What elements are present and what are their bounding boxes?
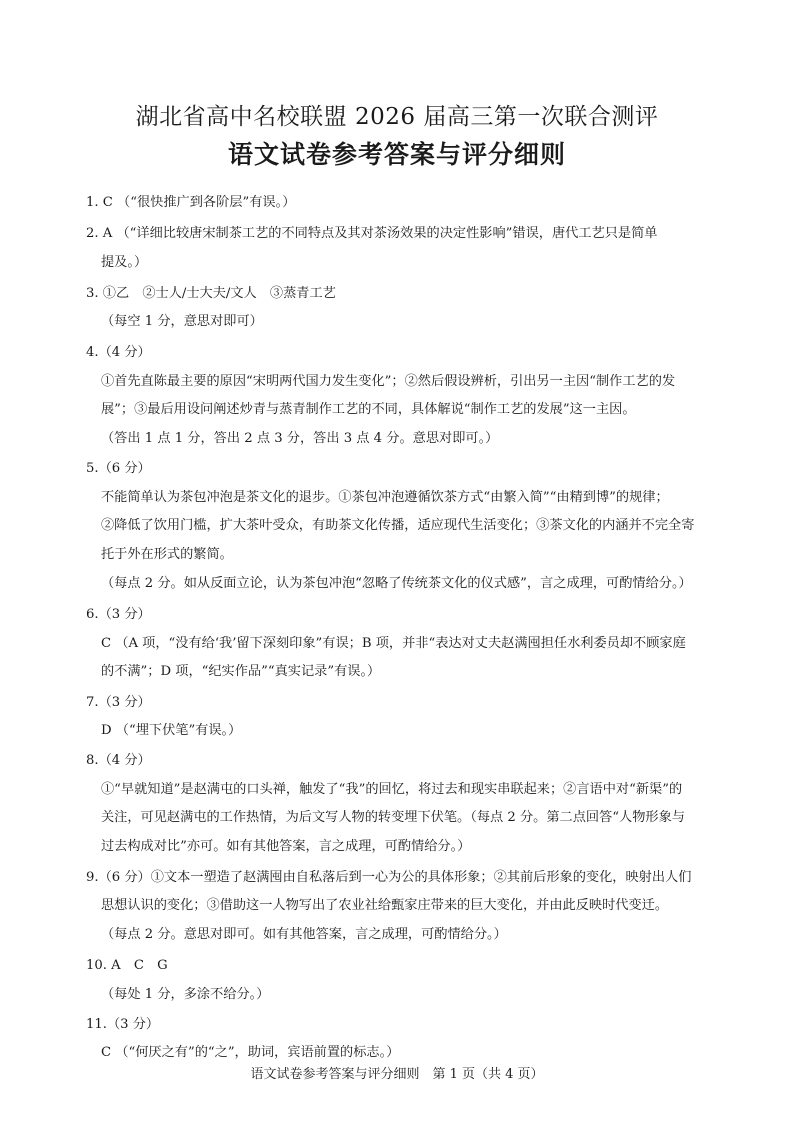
answer-2-line-2: 提及。） bbox=[101, 255, 148, 270]
answer-6-heading: 6.（3 分） bbox=[86, 607, 151, 622]
answer-5-scoring: （每点 2 分。如从反面立论，认为茶包冲泡“忽略了传统茶文化的仪式感”，言之成理，可酌情给分。） bbox=[101, 576, 692, 591]
answer-10-scoring: （每处 1 分，多涂不给分。） bbox=[101, 987, 270, 1002]
answer-11-line-1: C （“何厌之有”的“之”，助词，宾语前置的标志。） bbox=[101, 1045, 400, 1060]
answer-3-line-2: （每空 1 分，意思对即可） bbox=[101, 314, 263, 329]
answer-11-heading: 11.（3 分） bbox=[86, 1017, 160, 1032]
exam-title: 湖北省高中名校联盟 2026 届高三第一次联合测评 bbox=[135, 104, 659, 130]
answer-8-heading: 8.（4 分） bbox=[86, 753, 151, 768]
answer-8-line-3: 过去构成对比”亦可。如有其他答案，言之成理，可酌情给分。） bbox=[101, 839, 471, 854]
answer-4-heading: 4.（4 分） bbox=[86, 345, 151, 360]
answer-8-line-2: 关注，可见赵满屯的工作热情，为后文写人物的转变埋下伏笔。（每点 2 分。第二点回答“人物形象与 bbox=[101, 810, 685, 825]
answer-7-heading: 7.（3 分） bbox=[86, 695, 151, 710]
answer-4-line-2: 展”；③最后用设问阐述炒青与蒸青制作工艺的不同，具体解说“制作工艺的发展”这一主因。 bbox=[101, 402, 636, 417]
page-footer: 语文试卷参考答案与评分细则 第 1 页（共 4 页） bbox=[250, 1067, 544, 1082]
answer-6-line-1: C （A 项，“没有给‘我’留下深刻印象”有误；B 项，并非“表达对丈夫赵满囤担任水利委员却不顾家庭 bbox=[101, 636, 686, 651]
answer-10-line-1: 10. A C G bbox=[86, 958, 168, 973]
answer-7-line-1: D （“埋下伏笔”有误。） bbox=[101, 723, 242, 738]
answer-6-line-2: 的不满”；D 项，“纪实作品”“真实记录”有误。） bbox=[101, 664, 381, 679]
answer-1: 1. C （“很快推广到各阶层”有误。） bbox=[86, 195, 296, 210]
answer-5-line-1: 不能简单认为茶包冲泡是茶文化的退步。①茶包冲泡遵循饮茶方式“由繁入简”“由精到博”的规律； bbox=[101, 490, 669, 505]
answer-2-line-1: 2. A （“详细比较唐宋制茶工艺的不同特点及其对茶汤效果的决定性影响”错误，唐代工艺只是简单 bbox=[86, 226, 658, 241]
answer-5-heading: 5.（6 分） bbox=[86, 461, 151, 476]
answer-9-line-1: 9.（6 分）①文本一塑造了赵满囤由自私落后到一心为公的具体形象；②其前后形象的变化，映射出人们 bbox=[86, 870, 692, 885]
answer-5-line-3: 托于外在形式的繁简。 bbox=[101, 547, 233, 562]
answer-3-line-1: 3. ①乙 ②士人/士大夫/文人 ③蒸青工艺 bbox=[86, 286, 336, 301]
answer-4-scoring: （答出 1 点 1 分，答出 2 点 3 分，答出 3 点 4 分。意思对即可。） bbox=[101, 431, 499, 446]
answer-5-line-2: ②降低了饮用门槛，扩大茶叶受众，有助茶文化传播，适应现代生活变化；③茶文化的内涵并不完全寄 bbox=[101, 518, 695, 533]
answer-8-line-1: ①“早就知道”是赵满屯的口头禅，触发了“我”的回忆，将过去和现实串联起来；②言语中对“新渠”的 bbox=[101, 782, 683, 797]
answer-9-scoring: （每点 2 分。意思对即可。如有其他答案，言之成理，可酌情给分。） bbox=[101, 927, 507, 942]
answer-4-line-1: ①首先直陈最主要的原因“宋明两代国力发生变化”；②然后假设辨析，引出另一主因“制作工艺的发 bbox=[101, 374, 676, 389]
answer-9-line-2: 思想认识的变化；③借助这一人物写出了农业社给甄家庄带来的巨大变化，并由此反映时代变迁。 bbox=[101, 898, 669, 913]
document-subtitle: 语文试卷参考答案与评分细则 bbox=[227, 140, 566, 169]
